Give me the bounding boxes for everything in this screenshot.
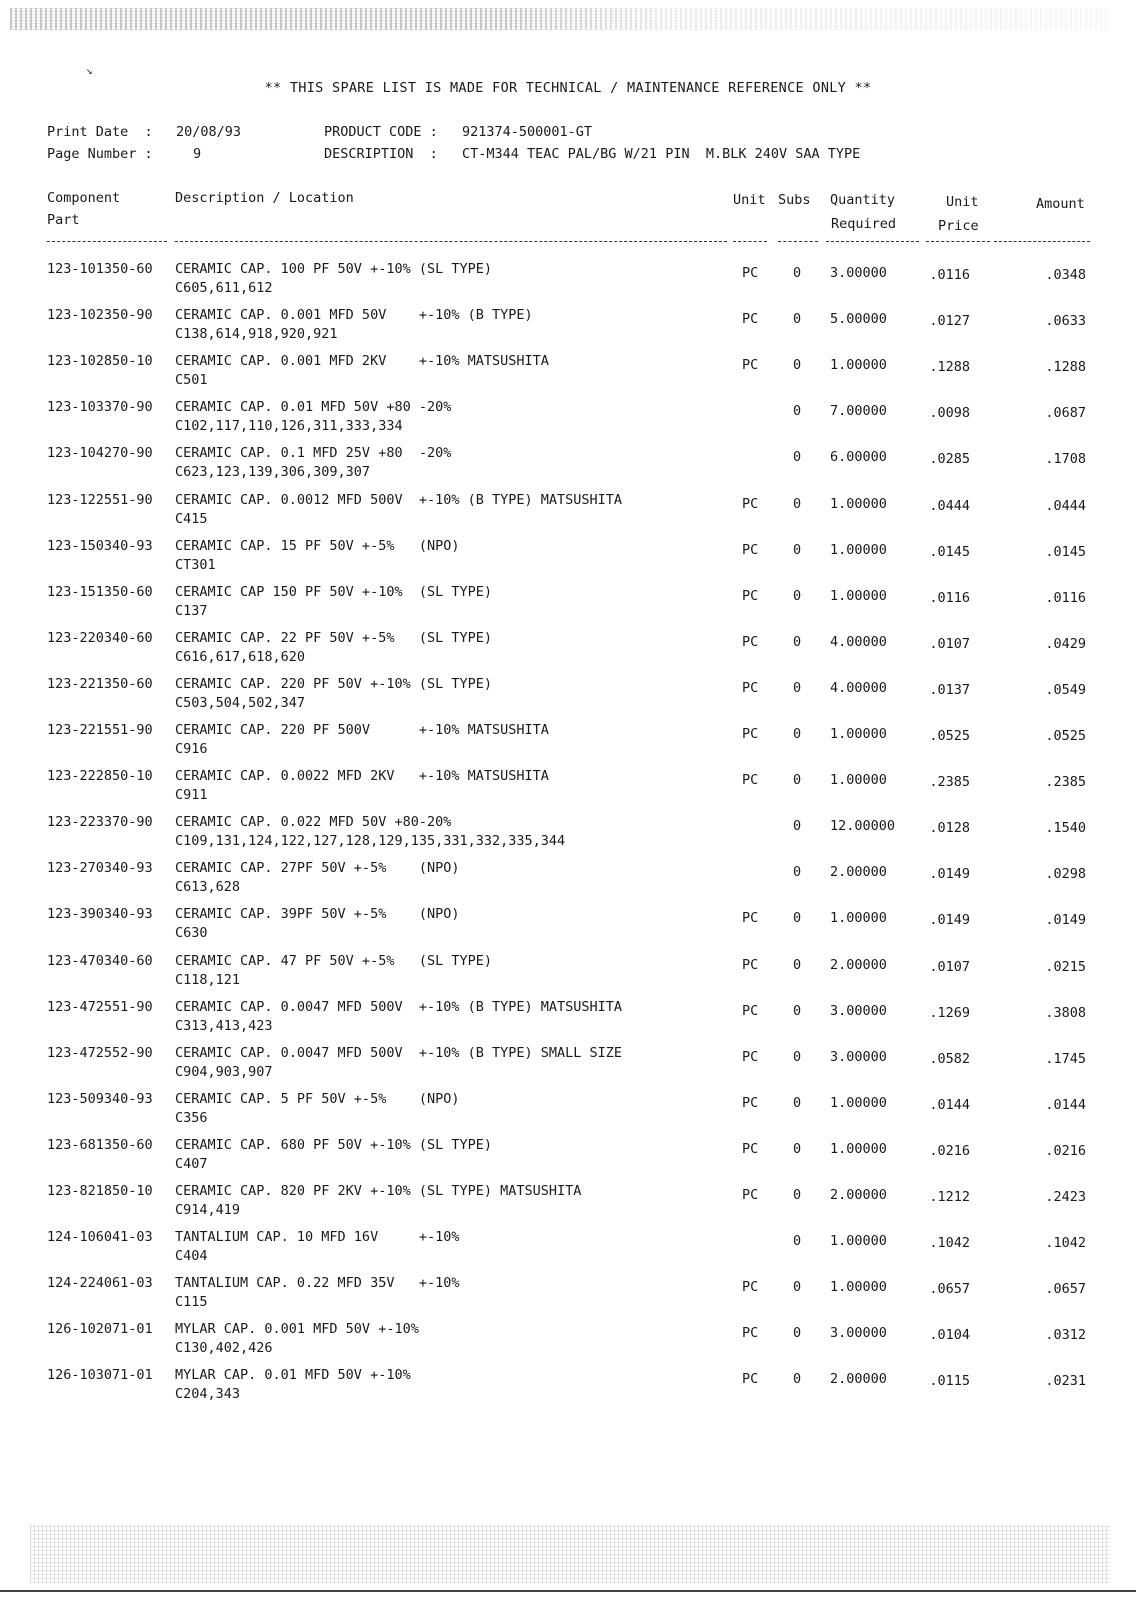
- part-location: C138,614,918,920,921: [175, 326, 338, 343]
- subs-cell: 0: [793, 357, 802, 374]
- amount-cell: .3808: [1045, 1004, 1086, 1021]
- rule-amount: [994, 241, 1090, 242]
- product-code-label: PRODUCT CODE :: [324, 124, 438, 140]
- part-location: C623,123,139,306,309,307: [175, 464, 371, 481]
- part-location: C503,504,502,347: [175, 694, 306, 711]
- unit-price-cell: .0444: [929, 497, 970, 514]
- part-number: 123-821850-10: [47, 1183, 153, 1199]
- amount-cell: .0549: [1045, 681, 1086, 698]
- part-number: 123-101350-60: [47, 261, 153, 277]
- part-description: CERAMIC CAP. 47 PF 50V +-5% (SL TYPE): [175, 952, 492, 969]
- col-required: Required: [831, 216, 897, 232]
- part-description: MYLAR CAP. 0.01 MFD 50V +-10%: [175, 1367, 411, 1384]
- part-number: 123-220340-60: [47, 629, 153, 646]
- quantity-cell: 1.00000: [830, 726, 887, 742]
- part-number: 123-470340-60: [47, 952, 153, 969]
- part-location: C130,402,426: [175, 1340, 273, 1357]
- part-location: C407: [175, 1155, 208, 1172]
- part-description: CERAMIC CAP. 0.1 MFD 25V +80 -20%: [175, 445, 452, 462]
- col-subs: Subs: [778, 192, 811, 208]
- amount-cell: .2423: [1045, 1189, 1086, 1205]
- quantity-cell: 1.00000: [830, 1279, 887, 1296]
- part-location: C613,628: [175, 879, 241, 896]
- part-description: CERAMIC CAP. 0.001 MFD 2KV +-10% MATSUSHITA: [175, 353, 549, 370]
- part-location: C204,343: [175, 1386, 241, 1403]
- subs-cell: 0: [793, 1371, 802, 1388]
- part-description: CERAMIC CAP. 0.001 MFD 50V +-10% (B TYPE): [175, 307, 533, 324]
- part-location: C914,419: [175, 1202, 241, 1218]
- part-number: 123-104270-90: [47, 445, 153, 462]
- part-location: C109,131,124,122,127,128,129,135,331,332,335,344: [175, 833, 566, 850]
- quantity-cell: 3.00000: [830, 1325, 887, 1342]
- quantity-cell: 4.00000: [830, 679, 887, 696]
- subs-cell: 0: [793, 818, 802, 835]
- part-location: C356: [175, 1109, 208, 1126]
- part-number: 124-224061-03: [47, 1275, 153, 1292]
- amount-cell: .0116: [1045, 589, 1086, 606]
- unit-price-cell: .0285: [929, 451, 970, 468]
- unit-price-cell: .0127: [929, 313, 970, 330]
- part-description: MYLAR CAP. 0.001 MFD 50V +-10%: [175, 1321, 419, 1338]
- amount-cell: .0231: [1045, 1373, 1086, 1390]
- part-description: CERAMIC CAP. 0.0022 MFD 2KV +-10% MATSUSHITA: [175, 768, 549, 785]
- subs-cell: 0: [793, 956, 802, 973]
- table-row: [0, 445, 1136, 491]
- subs-cell: 0: [793, 265, 802, 281]
- unit-price-cell: .0144: [929, 1096, 970, 1113]
- table-row: [0, 261, 1136, 307]
- rule-subs: [778, 241, 818, 242]
- part-description: CERAMIC CAP. 100 PF 50V +-10% (SL TYPE): [175, 261, 492, 277]
- amount-cell: .0149: [1045, 912, 1086, 929]
- unit-cell: PC: [742, 311, 759, 328]
- part-description: CERAMIC CAP. 22 PF 50V +-5% (SL TYPE): [175, 629, 492, 646]
- unit-cell: PC: [742, 910, 759, 927]
- table-row: [0, 584, 1136, 630]
- amount-cell: .0657: [1045, 1281, 1086, 1298]
- table-row: [0, 1091, 1136, 1137]
- col-description: Description / Location: [175, 190, 354, 206]
- part-description: CERAMIC CAP. 0.0047 MFD 500V +-10% (B TYPE) SMALL SIZE: [175, 1044, 623, 1061]
- table-row: [0, 538, 1136, 584]
- subs-cell: 0: [793, 587, 802, 604]
- part-description: CERAMIC CAP. 0.022 MFD 50V +80-20%: [175, 814, 452, 831]
- subs-cell: 0: [793, 679, 802, 696]
- quantity-cell: 3.00000: [830, 1002, 887, 1019]
- description-label: DESCRIPTION :: [324, 146, 438, 162]
- col-amount: Amount: [1036, 196, 1085, 212]
- unit-price-cell: .0145: [929, 543, 970, 560]
- quantity-cell: 1.00000: [830, 910, 887, 927]
- part-description: CERAMIC CAP. 0.0047 MFD 500V +-10% (B TYPE) MATSUSHITA: [175, 998, 623, 1015]
- unit-price-cell: .0116: [929, 267, 970, 283]
- part-location: C115: [175, 1294, 208, 1311]
- unit-price-cell: .1042: [929, 1235, 970, 1252]
- quantity-cell: 2.00000: [830, 956, 887, 973]
- part-location: C630: [175, 925, 208, 942]
- unit-price-cell: .2385: [929, 774, 970, 791]
- part-location: C616,617,618,620: [175, 648, 306, 665]
- unit-price-cell: .0149: [929, 912, 970, 929]
- part-location: C605,611,612: [175, 280, 273, 296]
- table-row: [0, 1275, 1136, 1321]
- part-number: 126-103071-01: [47, 1367, 153, 1384]
- amount-cell: .0215: [1045, 958, 1086, 975]
- unit-price-cell: .1212: [929, 1189, 970, 1205]
- rule-price: [926, 241, 990, 242]
- col-unit: Unit: [733, 192, 766, 208]
- amount-cell: .1745: [1045, 1050, 1086, 1067]
- part-number: 123-509340-93: [47, 1090, 153, 1107]
- part-location: C911: [175, 787, 208, 804]
- part-location: C404: [175, 1248, 208, 1265]
- unit-cell: PC: [742, 726, 759, 742]
- table-row: [0, 768, 1136, 814]
- unit-cell: PC: [742, 1325, 759, 1342]
- amount-cell: .2385: [1045, 774, 1086, 791]
- part-location: C904,903,907: [175, 1063, 273, 1080]
- amount-cell: .0687: [1045, 405, 1086, 422]
- amount-cell: .1708: [1045, 451, 1086, 468]
- page-number-label: Page Number :: [47, 146, 153, 162]
- unit-cell: PC: [742, 956, 759, 973]
- col-part: Part: [47, 212, 80, 228]
- scan-noise-bottom: [30, 1525, 1110, 1583]
- table-row: [0, 1321, 1136, 1367]
- unit-price-cell: .0098: [929, 405, 970, 422]
- print-date-value: 20/08/93: [176, 124, 242, 140]
- table-row: [0, 1367, 1136, 1413]
- unit-cell: PC: [742, 1187, 759, 1203]
- quantity-cell: 1.00000: [830, 1233, 887, 1250]
- unit-cell: PC: [742, 1279, 759, 1296]
- amount-cell: .1540: [1045, 820, 1086, 837]
- quantity-cell: 1.00000: [830, 495, 887, 512]
- part-location: CT301: [175, 556, 216, 573]
- subs-cell: 0: [793, 1048, 802, 1065]
- rule-quantity: [826, 241, 919, 242]
- disclaimer-line: ** THIS SPARE LIST IS MADE FOR TECHNICAL / MAINTENANCE REFERENCE ONLY **: [264, 80, 872, 96]
- table-row: [0, 906, 1136, 952]
- quantity-cell: 1.00000: [830, 541, 887, 558]
- table-row: [0, 953, 1136, 999]
- rule-description: [175, 241, 727, 242]
- print-date-label: Print Date :: [47, 124, 153, 140]
- part-description: CERAMIC CAP. 5 PF 50V +-5% (NPO): [175, 1090, 460, 1107]
- subs-cell: 0: [793, 495, 802, 512]
- unit-price-cell: .0657: [929, 1281, 970, 1298]
- quantity-cell: 5.00000: [830, 311, 887, 328]
- part-description: CERAMIC CAP. 39PF 50V +-5% (NPO): [175, 906, 460, 923]
- table-row: [0, 1137, 1136, 1183]
- unit-cell: PC: [742, 495, 759, 512]
- unit-price-cell: .0128: [929, 820, 970, 837]
- subs-cell: 0: [793, 772, 802, 789]
- unit-cell: PC: [742, 1371, 759, 1388]
- quantity-cell: 7.00000: [830, 403, 887, 420]
- subs-cell: 0: [793, 1233, 802, 1250]
- unit-price-cell: .1269: [929, 1004, 970, 1021]
- amount-cell: .1042: [1045, 1235, 1086, 1252]
- subs-cell: 0: [793, 403, 802, 420]
- part-description: CERAMIC CAP. 15 PF 50V +-5% (NPO): [175, 537, 460, 554]
- subs-cell: 0: [793, 449, 802, 466]
- quantity-cell: 2.00000: [830, 864, 887, 881]
- part-number: 123-222850-10: [47, 768, 153, 785]
- subs-cell: 0: [793, 726, 802, 742]
- description-value: CT-M344 TEAC PAL/BG W/21 PIN M.BLK 240V SAA TYPE: [462, 146, 861, 162]
- table-row: [0, 999, 1136, 1045]
- subs-cell: 0: [793, 311, 802, 328]
- part-description: TANTALIUM CAP. 10 MFD 16V +-10%: [175, 1229, 460, 1246]
- table-row: [0, 630, 1136, 676]
- unit-price-cell: .0104: [929, 1327, 970, 1344]
- table-row: [0, 1045, 1136, 1091]
- part-number: 124-106041-03: [47, 1229, 153, 1246]
- unit-price-cell: .0525: [929, 728, 970, 744]
- part-location: C137: [175, 602, 208, 619]
- part-location: C415: [175, 510, 208, 527]
- table-row: [0, 492, 1136, 538]
- part-number: 123-103370-90: [47, 399, 153, 416]
- scan-noise-top: [10, 8, 1110, 30]
- part-description: CERAMIC CAP. 820 PF 2KV +-10% (SL TYPE) MATSUSHITA: [175, 1183, 582, 1199]
- part-number: 126-102071-01: [47, 1321, 153, 1338]
- part-number: 123-390340-93: [47, 906, 153, 923]
- subs-cell: 0: [793, 1002, 802, 1019]
- subs-cell: 0: [793, 1279, 802, 1296]
- bottom-rule: [0, 1590, 1136, 1592]
- amount-cell: .1288: [1045, 359, 1086, 376]
- part-number: 123-221551-90: [47, 722, 153, 738]
- quantity-cell: 3.00000: [830, 1048, 887, 1065]
- part-description: CERAMIC CAP. 680 PF 50V +-10% (SL TYPE): [175, 1136, 492, 1153]
- quantity-cell: 1.00000: [830, 1094, 887, 1111]
- part-location: C313,413,423: [175, 1017, 273, 1034]
- quantity-cell: 6.00000: [830, 449, 887, 466]
- part-number: 123-122551-90: [47, 491, 153, 508]
- part-description: CERAMIC CAP. 220 PF 50V +-10% (SL TYPE): [175, 675, 492, 692]
- quantity-cell: 1.00000: [830, 772, 887, 789]
- part-description: CERAMIC CAP. 220 PF 500V +-10% MATSUSHITA: [175, 722, 549, 738]
- col-component: Component: [47, 190, 121, 206]
- table-row: [0, 353, 1136, 399]
- amount-cell: .0145: [1045, 543, 1086, 560]
- part-number: 123-151350-60: [47, 583, 153, 600]
- table-row: [0, 1183, 1136, 1229]
- col-unit-price-2: Price: [938, 218, 979, 234]
- amount-cell: .0298: [1045, 866, 1086, 883]
- part-number: 123-681350-60: [47, 1136, 153, 1153]
- part-number: 123-472551-90: [47, 998, 153, 1015]
- part-location: C118,121: [175, 971, 241, 988]
- unit-price-cell: .0216: [929, 1142, 970, 1159]
- part-description: TANTALIUM CAP. 0.22 MFD 35V +-10%: [175, 1275, 460, 1292]
- unit-cell: PC: [742, 357, 759, 374]
- unit-cell: PC: [742, 1094, 759, 1111]
- unit-cell: PC: [742, 679, 759, 696]
- product-code-value: 921374-500001-GT: [462, 124, 593, 140]
- amount-cell: .0216: [1045, 1142, 1086, 1159]
- page-number-value: 9: [193, 146, 202, 162]
- part-number: 123-150340-93: [47, 537, 153, 554]
- amount-cell: .0429: [1045, 635, 1086, 652]
- unit-cell: PC: [742, 541, 759, 558]
- unit-price-cell: .0107: [929, 958, 970, 975]
- amount-cell: .0348: [1045, 267, 1086, 283]
- quantity-cell: 2.00000: [830, 1371, 887, 1388]
- table-row: [0, 814, 1136, 860]
- unit-cell: PC: [742, 772, 759, 789]
- subs-cell: 0: [793, 1325, 802, 1342]
- unit-cell: PC: [742, 587, 759, 604]
- part-location: C501: [175, 372, 208, 389]
- unit-cell: PC: [742, 1048, 759, 1065]
- unit-price-cell: .0582: [929, 1050, 970, 1067]
- subs-cell: 0: [793, 1094, 802, 1111]
- quantity-cell: 12.00000: [830, 818, 896, 835]
- part-number: 123-102850-10: [47, 353, 153, 370]
- part-number: 123-221350-60: [47, 675, 153, 692]
- unit-cell: PC: [742, 1140, 759, 1157]
- subs-cell: 0: [793, 633, 802, 650]
- rule-part: [47, 241, 167, 242]
- quantity-cell: 1.00000: [830, 587, 887, 604]
- col-unit-price-1: Unit: [946, 194, 979, 210]
- subs-cell: 0: [793, 910, 802, 927]
- unit-cell: PC: [742, 633, 759, 650]
- part-description: CERAMIC CAP. 0.0012 MFD 500V +-10% (B TYPE) MATSUSHITA: [175, 491, 623, 508]
- table-row: [0, 307, 1136, 353]
- table-row: [0, 1229, 1136, 1275]
- quantity-cell: 4.00000: [830, 633, 887, 650]
- table-row: [0, 399, 1136, 445]
- unit-price-cell: .1288: [929, 359, 970, 376]
- table-row: [0, 722, 1136, 768]
- amount-cell: .0525: [1045, 728, 1086, 744]
- quantity-cell: 1.00000: [830, 1140, 887, 1157]
- part-number: 123-270340-93: [47, 860, 153, 877]
- part-number: 123-102350-90: [47, 307, 153, 324]
- part-location: C916: [175, 741, 208, 757]
- part-description: CERAMIC CAP 150 PF 50V +-10% (SL TYPE): [175, 583, 492, 600]
- unit-price-cell: .0137: [929, 681, 970, 698]
- unit-cell: PC: [742, 1002, 759, 1019]
- quantity-cell: 2.00000: [830, 1187, 887, 1203]
- col-quantity: Quantity: [830, 192, 896, 208]
- table-row: [0, 676, 1136, 722]
- part-description: CERAMIC CAP. 27PF 50V +-5% (NPO): [175, 860, 460, 877]
- unit-price-cell: .0107: [929, 635, 970, 652]
- quantity-cell: 1.00000: [830, 357, 887, 374]
- subs-cell: 0: [793, 1140, 802, 1157]
- amount-cell: .0312: [1045, 1327, 1086, 1344]
- amount-cell: .0444: [1045, 497, 1086, 514]
- subs-cell: 0: [793, 541, 802, 558]
- amount-cell: .0633: [1045, 313, 1086, 330]
- unit-price-cell: .0149: [929, 866, 970, 883]
- table-row: [0, 860, 1136, 906]
- amount-cell: .0144: [1045, 1096, 1086, 1113]
- part-number: 123-472552-90: [47, 1044, 153, 1061]
- quantity-cell: 3.00000: [830, 265, 887, 281]
- unit-cell: PC: [742, 265, 759, 281]
- part-description: CERAMIC CAP. 0.01 MFD 50V +80 -20%: [175, 399, 452, 416]
- subs-cell: 0: [793, 864, 802, 881]
- unit-price-cell: .0115: [929, 1373, 970, 1390]
- part-location: C102,117,110,126,311,333,334: [175, 418, 403, 435]
- unit-price-cell: .0116: [929, 589, 970, 606]
- rule-unit: [733, 241, 767, 242]
- stray-mark: ↘: [86, 64, 93, 77]
- subs-cell: 0: [793, 1187, 802, 1203]
- part-number: 123-223370-90: [47, 814, 153, 831]
